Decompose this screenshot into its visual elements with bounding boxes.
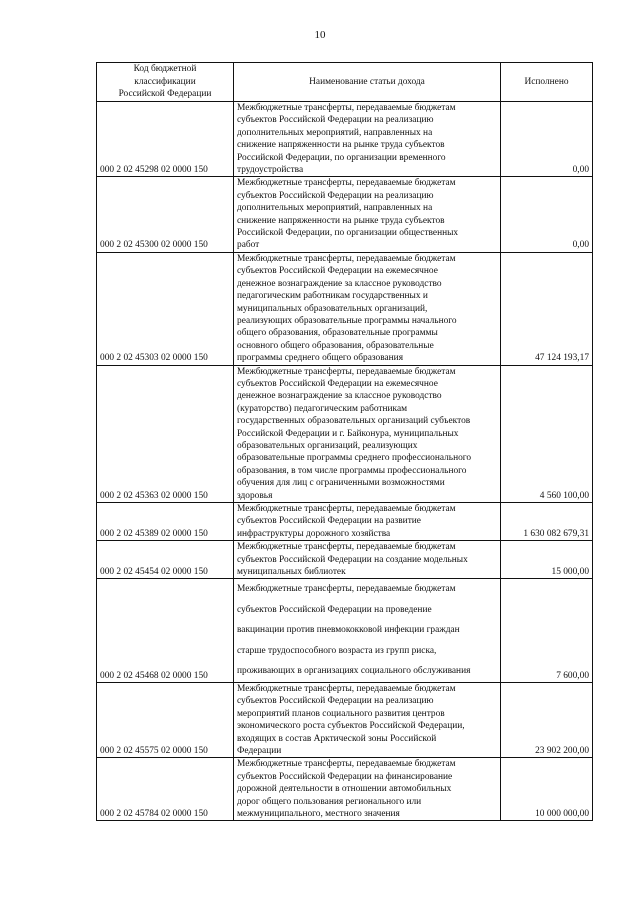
page-number: 10	[314, 29, 326, 41]
header-name: Наименование статьи дохода	[234, 63, 501, 102]
revenue-item-name-line: обучения для лиц с ограниченными возможностями	[237, 478, 445, 489]
revenue-item-name-line: (кураторство) педагогическим работникам	[237, 403, 408, 414]
revenue-item-name-line: здоровья	[237, 490, 273, 501]
budget-code-cell: 000 2 02 45784 02 0000 150	[97, 758, 234, 821]
revenue-item-name-line: образовательные программы среднего профессионального	[237, 453, 472, 464]
revenue-item-name-cell	[234, 365, 501, 502]
budget-code-cell: 000 2 02 45298 02 0000 150	[97, 102, 234, 177]
revenue-item-name-line: работ	[237, 240, 260, 251]
budget-code-cell: 000 2 02 45303 02 0000 150	[97, 252, 234, 365]
revenue-item-name-line: Межбюджетные трансферты, передаваемые бюджетам	[237, 253, 456, 264]
executed-amount-cell: 0,00	[501, 177, 593, 252]
revenue-item-name-line: основного общего образования, образовательные	[237, 340, 434, 351]
executed-amount-cell: 10 000 000,00	[501, 758, 593, 821]
revenue-item-name-line: субъектов Российской Федерации на реализацию	[237, 190, 434, 201]
revenue-item-name-line: субъектов Российской Федерации на реализацию	[237, 696, 434, 707]
revenue-item-name-line: входящих в состав Арктической зоны Российской	[237, 733, 437, 744]
revenue-item-name-line: межмуниципального, местного значения	[237, 809, 400, 819]
revenue-item-name-line: государственных образовательных организаций субъектов	[237, 416, 471, 427]
executed-amount-cell: 0,00	[501, 102, 593, 177]
revenue-item-name-cell	[234, 102, 501, 177]
revenue-item-name-cell	[234, 541, 501, 579]
revenue-item-name-line: Межбюджетные трансферты, передаваемые бюджетам	[237, 683, 456, 694]
header-code	[97, 63, 234, 102]
header-executed: Исполнено	[501, 63, 593, 102]
revenue-item-name-line: проживающих в организациях социального обслуживания	[237, 666, 471, 677]
table-row	[97, 177, 593, 252]
budget-code-cell: 000 2 02 45454 02 0000 150	[97, 541, 234, 579]
executed-amount-cell: 47 124 193,17	[501, 252, 593, 365]
revenue-item-name-line: денежное вознаграждение за классное руководство	[237, 278, 442, 289]
revenue-item-name-line: субъектов Российской Федерации на проведение	[237, 604, 432, 615]
revenue-item-name-line: дорожной деятельности в отношении автомобильных	[237, 784, 452, 795]
revenue-item-name-cell	[234, 579, 501, 683]
table-row	[97, 102, 593, 177]
header-code-line: Российской Федерации	[118, 89, 212, 100]
revenue-item-name-line: снижение напряженности на рынке труда субъектов	[237, 215, 445, 226]
header-code-line: классификации	[134, 76, 196, 87]
table-row	[97, 503, 593, 541]
revenue-item-name-line: образования, в том числе программы профессионального	[237, 465, 467, 476]
revenue-item-name-line: вакцинации против пневмококковой инфекции граждан	[237, 625, 460, 636]
revenue-item-name-line: педагогическим работникам государственных и	[237, 291, 428, 302]
revenue-item-name-line: общего образования, образовательные программы	[237, 328, 438, 339]
executed-amount-cell: 7 600,00	[501, 579, 593, 683]
revenue-item-name-line: Российской Федерации и г. Байконура, муниципальных	[237, 428, 459, 439]
revenue-item-name-cell	[234, 758, 501, 821]
table-row	[97, 579, 593, 683]
budget-code-cell: 000 2 02 45363 02 0000 150	[97, 365, 234, 502]
revenue-item-name-line: мероприятий планов социального развития центров	[237, 708, 445, 719]
revenue-item-name-cell	[234, 252, 501, 365]
executed-amount-cell: 1 630 082 679,31	[501, 503, 593, 541]
revenue-item-name-line: муниципальных образовательных организаций,	[237, 303, 428, 314]
revenue-item-name-line: субъектов Российской Федерации на развитие	[237, 516, 421, 527]
table-header-row	[97, 63, 593, 102]
budget-code-cell: 000 2 02 45300 02 0000 150	[97, 177, 234, 252]
table-row	[97, 252, 593, 365]
revenue-item-name-line: дополнительных мероприятий, направленных на	[237, 203, 433, 214]
revenue-item-name-line: Межбюджетные трансферты, передаваемые бюджетам	[237, 504, 456, 514]
table-row	[97, 541, 593, 579]
revenue-item-name-line: субъектов Российской Федерации на создание модельных	[237, 554, 468, 565]
revenue-item-name-line: Межбюджетные трансферты, передаваемые бюджетам	[237, 584, 456, 595]
revenue-item-name-line: Межбюджетные трансферты, передаваемые бюджетам	[237, 103, 456, 113]
revenue-item-name-line: субъектов Российской Федерации на ежемесячное	[237, 378, 438, 389]
revenue-item-name-line: дополнительных мероприятий, направленных на	[237, 127, 433, 138]
revenue-item-name-line: инфраструктуры дорожного хозяйства	[237, 528, 391, 539]
revenue-item-name-line: Федерации	[237, 745, 282, 756]
budget-code-cell: 000 2 02 45468 02 0000 150	[97, 579, 234, 683]
executed-amount-cell: 15 000,00	[501, 541, 593, 579]
revenue-item-name-line: Межбюджетные трансферты, передаваемые бюджетам	[237, 178, 456, 189]
revenue-item-name-line: программы среднего общего образования	[237, 353, 404, 364]
revenue-item-name-line: снижение напряженности на рынке труда субъектов	[237, 140, 445, 151]
revenue-item-name-line: субъектов Российской Федерации на ежемесячное	[237, 266, 438, 277]
revenue-item-name-cell	[234, 503, 501, 541]
revenue-item-name-line: образовательных организаций, реализующих	[237, 440, 418, 451]
revenue-item-name-line: муниципальных библиотек	[237, 567, 346, 578]
revenue-item-name-line: субъектов Российской Федерации на финансирование	[237, 771, 453, 782]
revenue-item-name-line: Российской Федерации, по организации общественных	[237, 228, 459, 239]
revenue-item-name-line: трудоустройства	[237, 165, 304, 176]
revenue-item-name-line: дорог общего пользования регионального или	[237, 796, 422, 807]
revenue-item-name-line: старше трудоспособного возраста из групп риска,	[237, 645, 437, 656]
table-row	[97, 365, 593, 502]
revenue-item-name-line: реализующих образовательные программы начального	[237, 315, 457, 326]
table-row	[97, 758, 593, 821]
revenue-item-name-cell	[234, 682, 501, 757]
budget-code-cell: 000 2 02 45389 02 0000 150	[97, 503, 234, 541]
revenue-item-name-line: Межбюджетные трансферты, передаваемые бюджетам	[237, 542, 456, 553]
executed-amount-cell: 23 902 200,00	[501, 682, 593, 757]
revenue-item-name-line: Межбюджетные трансферты, передаваемые бюджетам	[237, 366, 456, 377]
revenue-item-name-line: Межбюджетные трансферты, передаваемые бюджетам	[237, 759, 456, 770]
revenue-item-name-line: субъектов Российской Федерации на реализацию	[237, 115, 434, 126]
revenue-item-name-cell	[234, 177, 501, 252]
table-row	[97, 682, 593, 757]
header-code-line: Код бюджетной	[133, 64, 197, 75]
budget-revenue-table	[96, 62, 593, 821]
revenue-item-name-line: экономического роста субъектов Российской Федерации,	[237, 721, 465, 732]
executed-amount-cell: 4 560 100,00	[501, 365, 593, 502]
table-body	[97, 102, 593, 821]
revenue-item-name-line: Российской Федерации, по организации временного	[237, 152, 446, 163]
budget-code-cell: 000 2 02 45575 02 0000 150	[97, 682, 234, 757]
revenue-item-name-line: денежное вознаграждение за классное руководство	[237, 391, 442, 402]
